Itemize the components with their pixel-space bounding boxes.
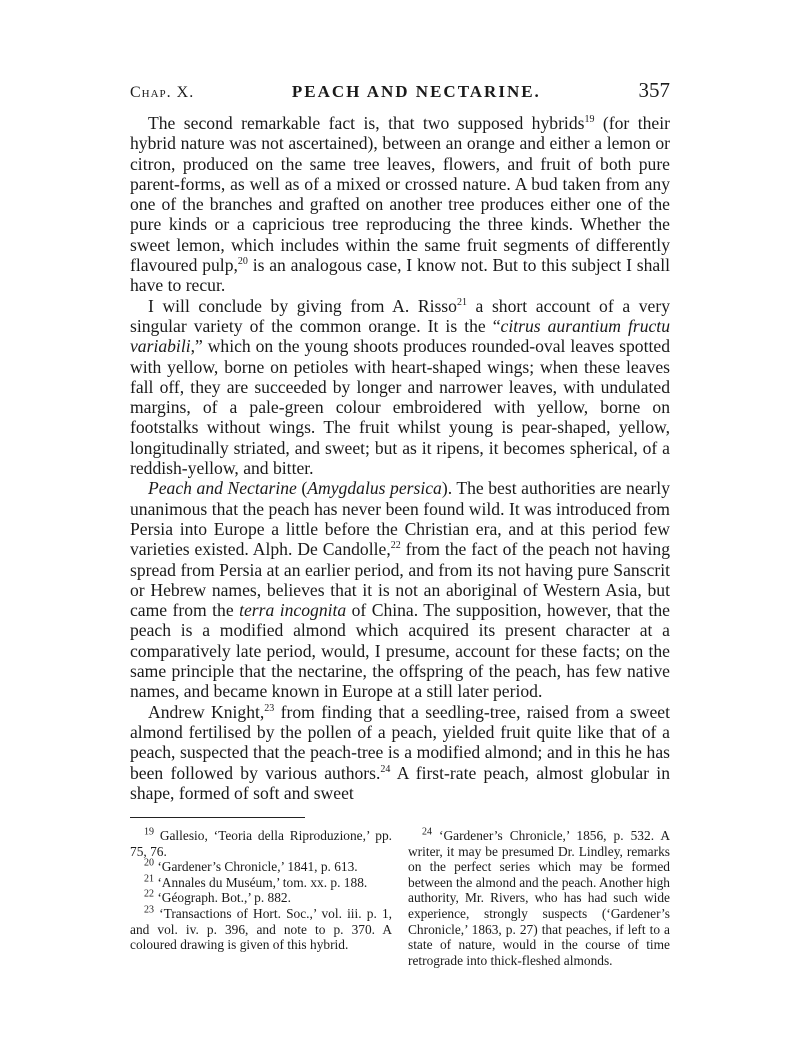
footnote-ref: 24 (380, 763, 391, 775)
text-run: ( (296, 478, 308, 499)
footnote-text: ‘Transactions of Hort. Soc.,’ vol. iii. p. 1, and vol. iv. p. 396, and note to p. 370. A coloured drawing is given of this hybrid. (130, 906, 392, 953)
footnote (130, 828, 392, 859)
footnotes-right-column (408, 828, 670, 968)
paragraph (130, 478, 670, 701)
text-run: The second remarkable fact is, that two supposed hybrids (148, 113, 585, 133)
text-run: of China. The supposition, however, that the peach is a modified almond which acquired its present character at a comparatively late period, would, I presume, account for these facts; on the same principle that the nectarine, the offspring of the peach, has few native names, and became known in Europe at a still later period. (130, 600, 670, 702)
footnote-number: 19 (144, 826, 154, 838)
page-number: 357 (638, 78, 670, 102)
footnote-ref: 21 (456, 296, 467, 308)
text-run: from finding that a seedling-tree, raised from a sweet almond fertilised by the pollen of a peach, yielded fruit quite like that of a peach, suspected that the peach-tree is a modified almond; and in this he has been followed by various authors. (130, 701, 670, 783)
footnote-text: ‘Gardener’s Chronicle,’ 1841, p. 613. (154, 859, 358, 875)
italic-text: terra incognita (239, 600, 347, 621)
footnote-number: 24 (422, 826, 432, 838)
text-run: a short account of a very singular variety of the common orange. It is the “ (130, 295, 670, 336)
footnote-number: 22 (144, 889, 154, 900)
text-run: I will conclude by giving from A. Risso (148, 295, 457, 316)
footnotes (130, 828, 670, 968)
footnote-ref: 22 (390, 540, 401, 552)
footnote-number: 20 (144, 857, 154, 869)
footnote-text: ‘Annales du Muséum,’ tom. xx. p. 188. (154, 874, 368, 890)
running-header (130, 78, 670, 103)
footnote (130, 859, 392, 875)
paragraph (130, 113, 670, 296)
text-run: ). The best authorities are nearly unanimous that the peach has never been found wild. It was introduced from Persia into Europe a little before the Christian era, and at this period few varieties existed. Alph. De Candolle, (130, 478, 670, 560)
footnote-text: ‘Géograph. Bot.,’ p. 882. (154, 890, 291, 906)
italic-text: Peach and Nectarine (148, 478, 297, 499)
footnote-ref: 20 (237, 256, 248, 268)
footnote (408, 828, 670, 968)
footnote (130, 890, 392, 906)
footnote (130, 906, 392, 953)
text-run: ,” which on the young shoots produces rounded-oval leaves spotted with yellow, borne on petioles with heart-shaped wings; when these leaves fall off, they are succeeded by longer and narrower leaves, with undulated margins, of a pale-green colour embroidered with yellow, borne on footstalks without wings. The fruit whilst young is pear-shaped, yellow, longitudinally striated, and sweet; but as it ripens, it becomes spherical, of a reddish-yellow, and bitter. (130, 336, 670, 479)
text-run: (for their hybrid nature was not ascertained), between an orange and either a lemon or citron, produced on the same tree leaves, flowers, and fruit of both pure parent-forms, as well as of a mixed or crossed nature. A bud taken from any one of the branches and grafted on another tree produces either one of the pure kinds or a capricious tree reproducing the three kinds. Whether the sweet lemon, which includes within the same fruit segments of differently flavoured pulp, (130, 113, 670, 276)
footnote-number: 23 (144, 904, 154, 916)
chapter-label: Chap. X. (130, 84, 195, 101)
footnote-text: ‘Gardener’s Chronicle,’ 1856, p. 532. A writer, it may be presumed Dr. Lindley, remarks on the perfect series which may be formed between the almond and the peach. Another high authority, Mr. Rivers, who has had such wide experience, strongly suspects (‘Gardener’s Chronicle,’ 1863, p. 27) that peaches, if left to a state of nature, would in the course of time retrograde into thick-fleshed almonds. (408, 828, 670, 968)
text-run: Andrew Knight, (148, 701, 265, 722)
footnote-text: Gallesio, ‘Teoria della Riproduzione,’ pp. 75, 76. (130, 828, 392, 859)
text-run: from the fact of the peach not having spread from Persia at an earlier period, and from its not having pure Sanscrit or Hebrew names, believes that it is not an aboriginal of Western Asia, but came from the (130, 539, 670, 621)
running-title: PEACH AND NECTARINE. (291, 82, 541, 101)
body-text (130, 113, 670, 803)
footnote-ref: 19 (584, 114, 595, 126)
footnote (130, 875, 392, 891)
footnote-number: 21 (144, 873, 154, 885)
paragraph (130, 702, 670, 803)
text-run: is an analogous case, I know not. But to this subject I shall have to recur. (130, 255, 670, 296)
footnote-rule (130, 817, 305, 818)
italic-text: Amygdalus persica (307, 478, 442, 499)
footnote-ref: 23 (264, 702, 275, 714)
paragraph (130, 296, 670, 479)
footnotes-left-column (130, 828, 392, 968)
italic-text: citrus aurantium fructu variabili (130, 315, 670, 357)
text-run: A first-rate peach, almost globular in shape, formed of soft and sweet (130, 762, 670, 803)
